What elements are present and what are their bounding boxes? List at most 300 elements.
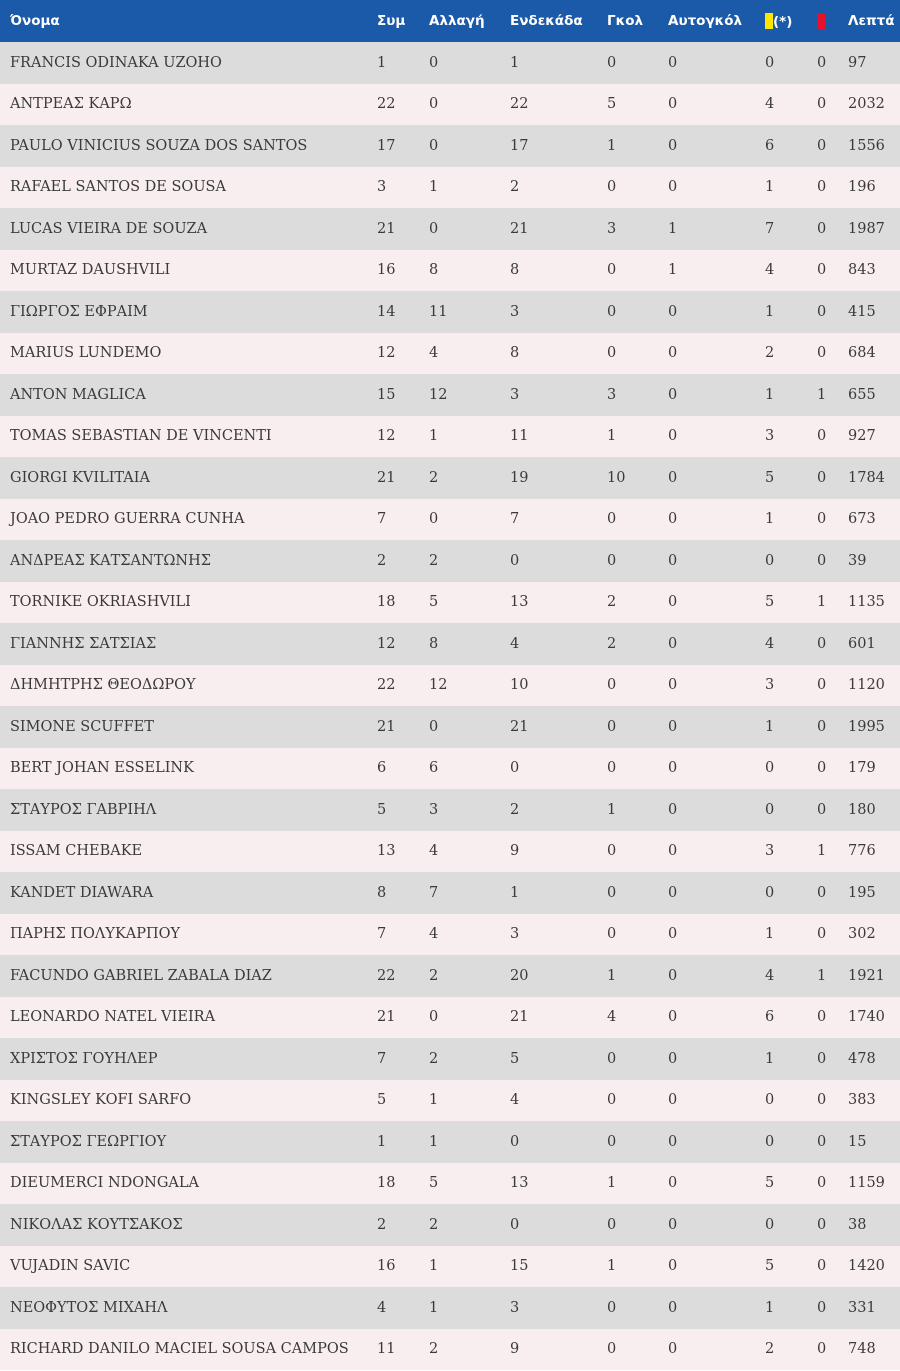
cell-goals: 2 — [607, 635, 617, 652]
cell-minutes: 415 — [848, 303, 876, 320]
table-row — [0, 997, 900, 1039]
cell-own-goals: 0 — [668, 54, 678, 71]
table-row — [0, 831, 900, 873]
cell-substitutions: 4 — [429, 843, 439, 860]
cell-red-cards: 0 — [817, 1299, 827, 1316]
cell-player-name: RICHARD DANILO MACIEL SOUSA CAMPOS — [10, 1341, 349, 1358]
cell-substitutions: 0 — [429, 54, 439, 71]
header-appearances[interactable]: Συμ — [377, 13, 406, 29]
cell-appearances: 12 — [377, 635, 396, 652]
cell-red-cards: 0 — [817, 428, 827, 445]
table-row — [0, 1121, 900, 1163]
header-name[interactable]: Όνομα — [10, 13, 60, 29]
cell-substitutions: 3 — [429, 801, 439, 818]
cell-starting-eleven: 21 — [510, 220, 529, 237]
cell-player-name: FRANCIS ODINAKA UZOHO — [10, 54, 222, 71]
cell-starting-eleven: 0 — [510, 1133, 520, 1150]
header-own-goals[interactable]: Αυτογκόλ — [668, 13, 743, 29]
cell-minutes: 383 — [848, 1092, 876, 1109]
cell-red-cards: 1 — [817, 967, 827, 984]
cell-minutes: 927 — [848, 428, 876, 445]
cell-starting-eleven: 19 — [510, 469, 529, 486]
table-body — [0, 42, 900, 1370]
cell-player-name: TOMAS SEBASTIAN DE VINCENTI — [10, 428, 272, 445]
cell-own-goals: 0 — [668, 760, 678, 777]
cell-minutes: 2032 — [848, 96, 885, 113]
cell-appearances: 18 — [377, 1175, 396, 1192]
cell-own-goals: 0 — [668, 179, 678, 196]
cell-yellow-cards: 3 — [765, 843, 775, 860]
cell-substitutions: 5 — [429, 594, 439, 611]
table-row — [0, 748, 900, 790]
cell-starting-eleven: 1 — [510, 54, 520, 71]
cell-player-name: MURTAZ DAUSHVILI — [10, 262, 171, 279]
cell-starting-eleven: 9 — [510, 843, 520, 860]
cell-own-goals: 0 — [668, 1092, 678, 1109]
cell-substitutions: 1 — [429, 1299, 439, 1316]
cell-own-goals: 0 — [668, 926, 678, 943]
table-row — [0, 623, 900, 665]
cell-own-goals: 0 — [668, 303, 678, 320]
cell-red-cards: 0 — [817, 926, 827, 943]
cell-starting-eleven: 4 — [510, 635, 520, 652]
cell-yellow-cards: 1 — [765, 303, 775, 320]
cell-goals: 3 — [607, 386, 617, 403]
cell-starting-eleven: 7 — [510, 511, 520, 528]
table-row — [0, 208, 900, 250]
cell-minutes: 1120 — [848, 677, 885, 694]
cell-substitutions: 2 — [429, 1341, 439, 1358]
cell-yellow-cards: 0 — [765, 1092, 775, 1109]
cell-yellow-cards: 2 — [765, 345, 775, 362]
cell-appearances: 22 — [377, 677, 396, 694]
cell-player-name: ΓΙΑΝΝΗΣ ΣΑΤΣΙΑΣ — [10, 635, 157, 652]
cell-appearances: 1 — [377, 54, 387, 71]
cell-red-cards: 0 — [817, 801, 827, 818]
cell-goals: 0 — [607, 1341, 617, 1358]
cell-substitutions: 8 — [429, 262, 439, 279]
cell-appearances: 7 — [377, 1050, 387, 1067]
cell-starting-eleven: 22 — [510, 96, 529, 113]
cell-yellow-cards: 2 — [765, 1341, 775, 1358]
cell-yellow-cards: 5 — [765, 1175, 775, 1192]
header-yellow-suffix: (*) — [773, 13, 793, 30]
cell-player-name: ΧΡΙΣΤΟΣ ΓΟΥΗΛΕΡ — [10, 1050, 158, 1067]
cell-minutes: 655 — [848, 386, 876, 403]
cell-minutes: 1159 — [848, 1175, 885, 1192]
cell-appearances: 21 — [377, 220, 396, 237]
cell-own-goals: 0 — [668, 428, 678, 445]
cell-appearances: 4 — [377, 1299, 387, 1316]
cell-yellow-cards: 1 — [765, 511, 775, 528]
cell-appearances: 12 — [377, 428, 396, 445]
cell-player-name: RAFAEL SANTOS DE SOUSA — [10, 179, 226, 196]
cell-own-goals: 0 — [668, 1133, 678, 1150]
cell-yellow-cards: 0 — [765, 760, 775, 777]
cell-yellow-cards: 0 — [765, 552, 775, 569]
cell-minutes: 196 — [848, 179, 876, 196]
cell-yellow-cards: 4 — [765, 635, 775, 652]
cell-goals: 0 — [607, 1133, 617, 1150]
cell-player-name: ΑΝΤΡΕΑΣ ΚΑΡΩ — [10, 96, 132, 113]
cell-substitutions: 0 — [429, 718, 439, 735]
cell-substitutions: 0 — [429, 137, 439, 154]
table-row — [0, 1163, 900, 1205]
cell-own-goals: 0 — [668, 137, 678, 154]
cell-red-cards: 0 — [817, 884, 827, 901]
cell-appearances: 17 — [377, 137, 396, 154]
cell-red-cards: 0 — [817, 1216, 827, 1233]
table-row — [0, 167, 900, 209]
cell-substitutions: 2 — [429, 967, 439, 984]
cell-yellow-cards: 3 — [765, 428, 775, 445]
cell-yellow-cards: 5 — [765, 1258, 775, 1275]
cell-minutes: 843 — [848, 262, 876, 279]
cell-player-name: ΣΤΑΥΡΟΣ ΓΕΩΡΓΙΟΥ — [10, 1133, 167, 1150]
cell-goals: 0 — [607, 718, 617, 735]
cell-own-goals: 0 — [668, 677, 678, 694]
cell-goals: 10 — [607, 469, 626, 486]
cell-starting-eleven: 9 — [510, 1341, 520, 1358]
cell-own-goals: 0 — [668, 884, 678, 901]
cell-red-cards: 0 — [817, 760, 827, 777]
cell-substitutions: 8 — [429, 635, 439, 652]
cell-red-cards: 0 — [817, 262, 827, 279]
table-row — [0, 1080, 900, 1122]
cell-substitutions: 2 — [429, 1216, 439, 1233]
table-row — [0, 1287, 900, 1329]
cell-goals: 3 — [607, 220, 617, 237]
cell-starting-eleven: 3 — [510, 303, 520, 320]
cell-appearances: 16 — [377, 1258, 396, 1275]
cell-own-goals: 0 — [668, 1341, 678, 1358]
table-row — [0, 914, 900, 956]
cell-player-name: ANTON MAGLICA — [10, 386, 146, 403]
cell-starting-eleven: 20 — [510, 967, 529, 984]
table-row — [0, 955, 900, 997]
cell-red-cards: 0 — [817, 1092, 827, 1109]
table-row — [0, 125, 900, 167]
cell-substitutions: 4 — [429, 926, 439, 943]
cell-substitutions: 0 — [429, 1009, 439, 1026]
cell-player-name: ΣΤΑΥΡΟΣ ΓΑΒΡΙΗΛ — [10, 801, 157, 818]
cell-minutes: 776 — [848, 843, 876, 860]
cell-substitutions: 4 — [429, 345, 439, 362]
cell-minutes: 15 — [848, 1133, 867, 1150]
cell-yellow-cards: 3 — [765, 677, 775, 694]
cell-own-goals: 0 — [668, 843, 678, 860]
table-row — [0, 540, 900, 582]
header-red-cards[interactable] — [817, 0, 848, 42]
cell-own-goals: 1 — [668, 262, 678, 279]
cell-substitutions: 12 — [429, 677, 448, 694]
cell-player-name: MARIUS LUNDEMO — [10, 345, 162, 362]
table-row — [0, 42, 900, 84]
cell-appearances: 1 — [377, 1133, 387, 1150]
table-row — [0, 499, 900, 541]
cell-own-goals: 0 — [668, 345, 678, 362]
cell-minutes: 478 — [848, 1050, 876, 1067]
cell-substitutions: 0 — [429, 220, 439, 237]
cell-goals: 0 — [607, 1050, 617, 1067]
cell-goals: 1 — [607, 1258, 617, 1275]
cell-own-goals: 1 — [668, 220, 678, 237]
cell-starting-eleven: 2 — [510, 179, 520, 196]
cell-substitutions: 11 — [429, 303, 448, 320]
red-card-icon — [817, 13, 825, 29]
cell-yellow-cards: 0 — [765, 884, 775, 901]
cell-appearances: 11 — [377, 1341, 396, 1358]
cell-yellow-cards: 1 — [765, 1299, 775, 1316]
cell-yellow-cards: 6 — [765, 1009, 775, 1026]
cell-player-name: TORNIKE OKRIASHVILI — [10, 594, 191, 611]
header-yellow-cards[interactable] — [765, 0, 817, 42]
cell-goals: 0 — [607, 345, 617, 362]
cell-red-cards: 0 — [817, 303, 827, 320]
table-row — [0, 1329, 900, 1371]
cell-goals: 0 — [607, 677, 617, 694]
cell-starting-eleven: 4 — [510, 1092, 520, 1109]
cell-minutes: 1556 — [848, 137, 885, 154]
cell-goals: 1 — [607, 428, 617, 445]
cell-red-cards: 0 — [817, 1258, 827, 1275]
cell-starting-eleven: 5 — [510, 1050, 520, 1067]
cell-red-cards: 0 — [817, 220, 827, 237]
cell-goals: 0 — [607, 843, 617, 860]
cell-substitutions: 1 — [429, 179, 439, 196]
cell-player-name: ΔΗΜΗΤΡΗΣ ΘΕΟΔΩΡΟΥ — [10, 677, 196, 694]
cell-red-cards: 0 — [817, 1009, 827, 1026]
cell-yellow-cards: 6 — [765, 137, 775, 154]
cell-own-goals: 0 — [668, 552, 678, 569]
cell-player-name: ΝΙΚΟΛΑΣ ΚΟΥΤΣΑΚΟΣ — [10, 1216, 183, 1233]
table-row — [0, 1038, 900, 1080]
cell-starting-eleven: 1 — [510, 884, 520, 901]
cell-goals: 0 — [607, 54, 617, 71]
cell-substitutions: 2 — [429, 552, 439, 569]
cell-substitutions: 1 — [429, 428, 439, 445]
cell-player-name: GIORGI KVILITAIA — [10, 469, 150, 486]
cell-own-goals: 0 — [668, 1299, 678, 1316]
cell-yellow-cards: 5 — [765, 469, 775, 486]
cell-yellow-cards: 5 — [765, 594, 775, 611]
cell-goals: 0 — [607, 1216, 617, 1233]
cell-player-name: ΑΝΔΡΕΑΣ ΚΑΤΣΑΝΤΩΝΗΣ — [10, 552, 211, 569]
cell-minutes: 39 — [848, 552, 867, 569]
cell-starting-eleven: 0 — [510, 552, 520, 569]
cell-own-goals: 0 — [668, 594, 678, 611]
cell-minutes: 1784 — [848, 469, 885, 486]
cell-player-name: KANDET DIAWARA — [10, 884, 154, 901]
cell-appearances: 13 — [377, 843, 396, 860]
table-row — [0, 416, 900, 458]
cell-starting-eleven: 21 — [510, 718, 529, 735]
cell-own-goals: 0 — [668, 718, 678, 735]
cell-appearances: 22 — [377, 96, 396, 113]
cell-minutes: 601 — [848, 635, 876, 652]
cell-yellow-cards: 4 — [765, 262, 775, 279]
cell-starting-eleven: 15 — [510, 1258, 529, 1275]
cell-red-cards: 0 — [817, 137, 827, 154]
cell-starting-eleven: 11 — [510, 428, 529, 445]
cell-starting-eleven: 0 — [510, 760, 520, 777]
table-row — [0, 582, 900, 624]
table-row — [0, 457, 900, 499]
table-row — [0, 84, 900, 126]
cell-minutes: 195 — [848, 884, 876, 901]
cell-substitutions: 0 — [429, 96, 439, 113]
cell-red-cards: 1 — [817, 386, 827, 403]
table-row — [0, 374, 900, 416]
table-row — [0, 333, 900, 375]
table-row — [0, 872, 900, 914]
cell-appearances: 18 — [377, 594, 396, 611]
cell-minutes: 331 — [848, 1299, 876, 1316]
cell-starting-eleven: 3 — [510, 1299, 520, 1316]
cell-red-cards: 0 — [817, 345, 827, 362]
cell-substitutions: 1 — [429, 1133, 439, 1150]
cell-appearances: 7 — [377, 926, 387, 943]
cell-red-cards: 0 — [817, 677, 827, 694]
cell-goals: 0 — [607, 511, 617, 528]
cell-appearances: 8 — [377, 884, 387, 901]
cell-player-name: PAULO VINICIUS SOUZA DOS SANTOS — [10, 137, 308, 154]
cell-appearances: 12 — [377, 345, 396, 362]
cell-substitutions: 2 — [429, 469, 439, 486]
cell-player-name: KINGSLEY KOFI SARFO — [10, 1092, 192, 1109]
cell-goals: 1 — [607, 967, 617, 984]
cell-red-cards: 1 — [817, 843, 827, 860]
cell-minutes: 1921 — [848, 967, 885, 984]
cell-appearances: 6 — [377, 760, 387, 777]
yellow-card-icon — [765, 13, 773, 29]
cell-red-cards: 0 — [817, 1341, 827, 1358]
cell-red-cards: 0 — [817, 718, 827, 735]
cell-own-goals: 0 — [668, 1258, 678, 1275]
cell-player-name: ΝΕΟΦΥΤΟΣ ΜΙΧΑΗΛ — [10, 1299, 168, 1316]
cell-minutes: 38 — [848, 1216, 867, 1233]
cell-appearances: 15 — [377, 386, 396, 403]
cell-minutes: 302 — [848, 926, 876, 943]
cell-minutes: 179 — [848, 760, 876, 777]
table-row — [0, 1204, 900, 1246]
table-header — [0, 0, 900, 42]
cell-yellow-cards: 1 — [765, 926, 775, 943]
cell-yellow-cards: 0 — [765, 54, 775, 71]
cell-starting-eleven: 8 — [510, 262, 520, 279]
cell-minutes: 97 — [848, 54, 867, 71]
header-goals[interactable]: Γκολ — [607, 13, 644, 29]
cell-own-goals: 0 — [668, 635, 678, 652]
cell-minutes: 1740 — [848, 1009, 885, 1026]
cell-substitutions: 2 — [429, 1050, 439, 1067]
header-minutes[interactable]: Λεπτά — [848, 13, 895, 29]
cell-player-name: VUJADIN SAVIC — [10, 1258, 131, 1275]
cell-red-cards: 0 — [817, 1175, 827, 1192]
cell-starting-eleven: 3 — [510, 386, 520, 403]
cell-player-name: JOAO PEDRO GUERRA CUNHA — [10, 511, 245, 528]
cell-minutes: 1420 — [848, 1258, 885, 1275]
cell-appearances: 21 — [377, 469, 396, 486]
cell-yellow-cards: 0 — [765, 1216, 775, 1233]
cell-red-cards: 0 — [817, 511, 827, 528]
cell-goals: 0 — [607, 179, 617, 196]
cell-own-goals: 0 — [668, 511, 678, 528]
cell-minutes: 673 — [848, 511, 876, 528]
cell-own-goals: 0 — [668, 1175, 678, 1192]
cell-minutes: 684 — [848, 345, 876, 362]
cell-starting-eleven: 8 — [510, 345, 520, 362]
cell-appearances: 5 — [377, 801, 387, 818]
table-row — [0, 706, 900, 748]
cell-red-cards: 0 — [817, 469, 827, 486]
cell-substitutions: 1 — [429, 1258, 439, 1275]
cell-goals: 5 — [607, 96, 617, 113]
cell-yellow-cards: 1 — [765, 1050, 775, 1067]
header-starting-eleven[interactable]: Ενδεκάδα — [510, 13, 583, 29]
cell-own-goals: 0 — [668, 469, 678, 486]
cell-goals: 2 — [607, 594, 617, 611]
cell-appearances: 2 — [377, 1216, 387, 1233]
cell-goals: 0 — [607, 926, 617, 943]
cell-own-goals: 0 — [668, 1009, 678, 1026]
cell-appearances: 21 — [377, 718, 396, 735]
cell-yellow-cards: 0 — [765, 1133, 775, 1150]
cell-goals: 0 — [607, 884, 617, 901]
cell-goals: 1 — [607, 1175, 617, 1192]
cell-yellow-cards: 0 — [765, 801, 775, 818]
cell-appearances: 16 — [377, 262, 396, 279]
cell-starting-eleven: 0 — [510, 1216, 520, 1233]
cell-own-goals: 0 — [668, 96, 678, 113]
cell-red-cards: 0 — [817, 1050, 827, 1067]
header-substitutions[interactable]: Αλλαγή — [429, 13, 485, 29]
cell-yellow-cards: 1 — [765, 386, 775, 403]
header-row — [0, 0, 900, 42]
cell-own-goals: 0 — [668, 1216, 678, 1233]
cell-goals: 0 — [607, 1299, 617, 1316]
cell-appearances: 22 — [377, 967, 396, 984]
table-row — [0, 665, 900, 707]
cell-red-cards: 0 — [817, 635, 827, 652]
cell-appearances: 7 — [377, 511, 387, 528]
cell-red-cards: 0 — [817, 179, 827, 196]
cell-player-name: DIEUMERCI NDONGALA — [10, 1175, 199, 1192]
cell-yellow-cards: 4 — [765, 967, 775, 984]
cell-substitutions: 12 — [429, 386, 448, 403]
table-row — [0, 291, 900, 333]
cell-appearances: 5 — [377, 1092, 387, 1109]
cell-player-name: SIMONE SCUFFET — [10, 718, 154, 735]
cell-yellow-cards: 1 — [765, 718, 775, 735]
cell-player-name: FACUNDO GABRIEL ZABALA DIAZ — [10, 967, 272, 984]
cell-minutes: 748 — [848, 1341, 876, 1358]
cell-starting-eleven: 3 — [510, 926, 520, 943]
cell-starting-eleven: 13 — [510, 1175, 529, 1192]
cell-minutes: 1987 — [848, 220, 885, 237]
cell-own-goals: 0 — [668, 386, 678, 403]
cell-player-name: LEONARDO NATEL VIEIRA — [10, 1009, 216, 1026]
cell-goals: 4 — [607, 1009, 617, 1026]
cell-starting-eleven: 17 — [510, 137, 529, 154]
cell-appearances: 21 — [377, 1009, 396, 1026]
cell-minutes: 1995 — [848, 718, 885, 735]
cell-goals: 0 — [607, 303, 617, 320]
cell-player-name: ISSAM CHEBAKE — [10, 843, 143, 860]
cell-goals: 0 — [607, 552, 617, 569]
table-row — [0, 789, 900, 831]
cell-substitutions: 5 — [429, 1175, 439, 1192]
